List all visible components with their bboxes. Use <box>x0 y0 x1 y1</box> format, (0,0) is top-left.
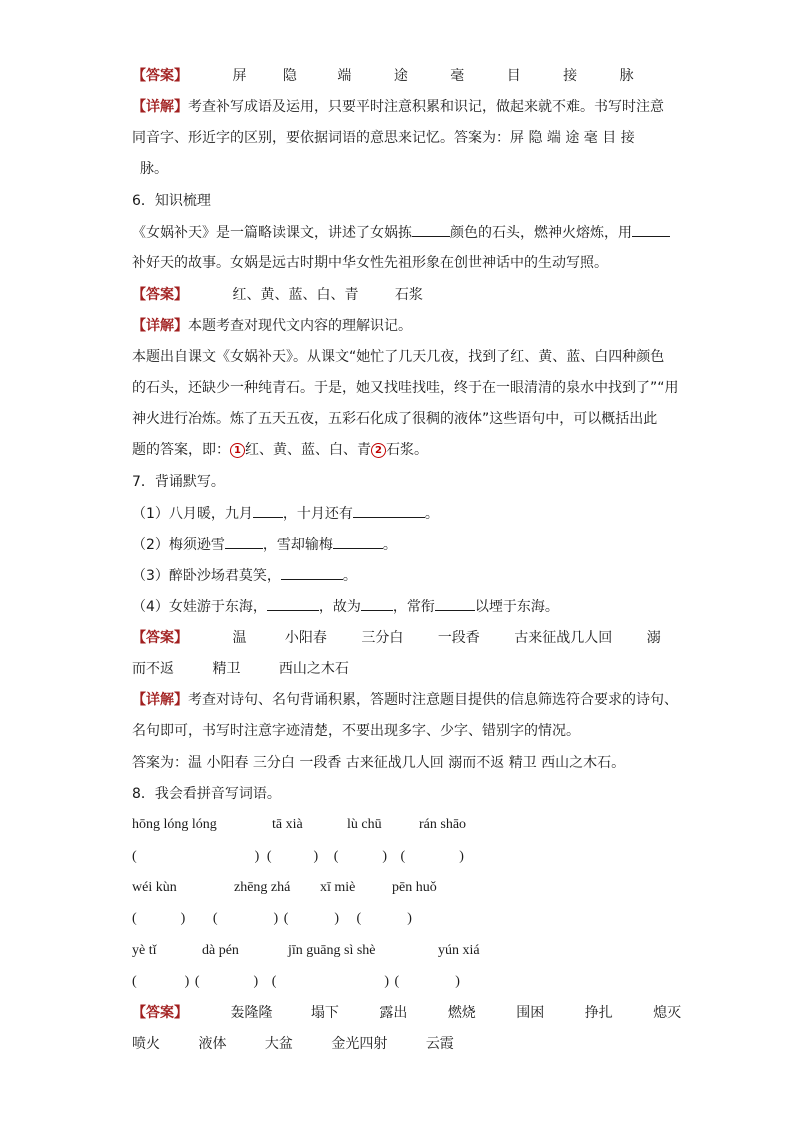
explain-text: 红、黄、蓝、白、青 <box>245 442 371 458</box>
pinyin: rán shāo <box>419 817 467 832</box>
fill-blank <box>333 534 383 549</box>
answer-item: 轰隆隆 <box>230 1005 273 1021</box>
answer-item: 隐 <box>282 68 297 84</box>
question-text: ，十月还有 <box>282 506 353 522</box>
explain-text: 石浆。 <box>386 442 428 458</box>
explain-6-1 <box>132 347 664 367</box>
detail-row-5b <box>132 128 635 148</box>
answer-item: 大盆 <box>264 1036 293 1052</box>
pinyin-row-1 <box>132 815 466 835</box>
detail-text: 考查对诗句、名句背诵积累，答题时注意题目提供的信息筛选符合要求的诗句、 <box>188 692 678 708</box>
question-text: 以堙于东海。 <box>474 599 559 615</box>
explain-text: 本题出自课文《女娲补天》。从课文“她忙了几天几夜，找到了红、黄、蓝、白四种颜色 <box>132 349 665 365</box>
answer-box: ( ) <box>333 849 388 864</box>
detail-tag: 【详解】 <box>132 99 188 115</box>
answer-item: 一段香 <box>437 630 480 646</box>
answer-row-8b <box>132 1034 454 1054</box>
fill-blank <box>353 503 425 518</box>
pinyin: dà pén <box>202 943 239 958</box>
question-title: 7．背诵默写。 <box>132 474 225 490</box>
question-7-s4 <box>132 596 559 617</box>
fill-blank <box>267 596 319 611</box>
answer-item: 屏 <box>232 68 247 84</box>
answer-box: ( ) <box>283 911 340 926</box>
question-text: （3）醉卧沙场君莫笑， <box>132 568 281 584</box>
answer-row-6 <box>132 285 423 305</box>
question-6-line1 <box>132 222 670 243</box>
answer-box: ( ) <box>132 849 260 864</box>
answer-box: ( ) <box>400 849 464 864</box>
pinyin: lù chū <box>347 817 382 832</box>
answer-item: 西山之木石 <box>278 661 349 677</box>
question-text: 补好天的故事。女娲是远古时期中华女性先祖形象在创世神话中的生动写照。 <box>132 255 608 271</box>
answer-item: 溺 <box>646 630 661 646</box>
paren-row-2 <box>132 909 412 929</box>
question-text: 。 <box>342 568 357 584</box>
detail-text: 答案为：温 小阳春 三分白 一段香 古来征战几人回 溺而不返 精卫 西山之木石。 <box>132 755 626 771</box>
question-7-s1 <box>132 503 439 524</box>
answer-item: 挣扎 <box>584 1005 613 1021</box>
question-7-s2 <box>132 534 397 555</box>
answer-box: ( ) <box>132 974 190 989</box>
detail-text: 本题考查对现代文内容的理解识记。 <box>188 318 412 334</box>
pinyin: hōng lóng lóng <box>132 817 217 832</box>
question-6-line2 <box>132 253 608 273</box>
circled-number-2: 2 <box>371 443 386 458</box>
paren-row-1 <box>132 847 464 867</box>
pinyin: zhēng zhá <box>234 880 291 895</box>
answer-item: 接 <box>563 68 578 84</box>
answer-item: 毫 <box>450 68 465 84</box>
answer-item: 喷火 <box>132 1036 160 1052</box>
detail-text: 考查补写成语及运用，只要平时注意积累和识记，做起来就不难。书写时注意 <box>188 99 664 115</box>
question-text: （4）女娃游于东海， <box>132 599 267 615</box>
explain-6-3 <box>132 409 657 429</box>
detail-row-7c <box>132 753 625 773</box>
pinyin: pēn huǒ <box>392 880 437 895</box>
answer-tag: 【答案】 <box>132 287 188 303</box>
fill-blank <box>361 596 393 611</box>
detail-text: 同音字、形近字的区别，要依据词语的意思来记忆。答案为：屏 隐 端 途 毫 目 接 <box>132 130 635 146</box>
pinyin-row-2 <box>132 878 437 898</box>
answer-tag: 【答案】 <box>132 1005 188 1021</box>
detail-tag: 【详解】 <box>132 318 188 334</box>
detail-row-6 <box>132 316 412 336</box>
question-text: （1）八月暖，九月 <box>132 506 253 522</box>
answer-item: 液体 <box>198 1036 227 1052</box>
answer-item: 金光四射 <box>331 1036 388 1052</box>
pinyin: tā xià <box>272 817 303 832</box>
pinyin: yè tǐ <box>132 943 157 958</box>
answer-item: 燃烧 <box>447 1005 476 1021</box>
fill-blank <box>435 596 475 611</box>
detail-text: 脉。 <box>140 161 168 177</box>
answer-item: 三分白 <box>361 630 404 646</box>
answer-box: ( ) <box>132 911 186 926</box>
question-text: ，故为 <box>318 599 361 615</box>
answer-item: 古来征战几人回 <box>514 630 613 646</box>
answer-box: ( ) <box>266 849 319 864</box>
fill-blank <box>632 222 670 237</box>
explain-6-4 <box>132 440 428 460</box>
explain-text: 神火进行冶炼。炼了五天五夜，五彩石化成了很稠的液体”这些语句中，可以概括出此 <box>132 411 658 427</box>
answer-item: 精卫 <box>212 661 241 677</box>
question-6-title <box>132 191 211 211</box>
answer-item: 石浆 <box>394 287 423 303</box>
question-title: 8．我会看拼音写词语。 <box>132 786 281 802</box>
answer-item: 端 <box>337 68 352 84</box>
answer-item: 云霞 <box>425 1036 454 1052</box>
pinyin-row-3 <box>132 941 480 961</box>
detail-row-5c <box>140 159 168 179</box>
detail-text: 名句即可，书写时注意字迹清楚，不要出现多字、少字、错别字的情况。 <box>132 723 580 739</box>
fill-blank <box>225 534 263 549</box>
detail-row-5 <box>132 97 664 117</box>
question-text: ，常衔 <box>392 599 435 615</box>
fill-blank <box>253 503 283 518</box>
question-text: （2）梅须逊雪 <box>132 537 225 553</box>
answer-tag: 【答案】 <box>132 630 188 646</box>
fill-blank <box>281 565 343 580</box>
paren-row-3 <box>132 972 460 992</box>
explain-text: 的石头，还缺少一种纯青石。于是，她又找哇找哇，终于在一眼清清的泉水中找到了”“用 <box>132 380 679 396</box>
question-title: 6．知识梳理 <box>132 193 211 209</box>
answer-box: ( ) <box>212 911 279 926</box>
answer-item: 红、黄、蓝、白、青 <box>232 287 359 303</box>
question-text: 。 <box>382 537 397 553</box>
explain-6-2 <box>132 378 679 398</box>
answer-row-7 <box>132 628 661 648</box>
answer-item: 围困 <box>516 1005 545 1021</box>
question-text: 。 <box>424 506 439 522</box>
answer-item: 温 <box>232 630 247 646</box>
detail-tag: 【详解】 <box>132 692 188 708</box>
answer-box: ( ) <box>356 911 412 926</box>
answer-item: 脉 <box>619 68 634 84</box>
question-text: 《女娲补天》是一篇略读课文，讲述了女娲拣 <box>132 225 412 241</box>
answer-box: ( ) <box>394 974 460 989</box>
answer-row-8 <box>132 1003 681 1023</box>
explain-text: 题的答案，即： <box>132 442 230 458</box>
question-text: 颜色的石头，燃神火熔炼，用 <box>450 225 632 241</box>
pinyin: xī miè <box>320 880 356 895</box>
detail-row-7b <box>132 721 580 741</box>
answer-box: ( ) <box>194 974 259 989</box>
answer-row-7b <box>132 659 349 679</box>
answer-tag: 【答案】 <box>132 68 188 84</box>
answer-item: 塌下 <box>310 1005 339 1021</box>
answer-box: ( ) <box>271 974 390 989</box>
circled-number-1: 1 <box>230 443 245 458</box>
detail-row-7 <box>132 690 678 710</box>
fill-blank <box>412 222 450 237</box>
answer-row-5 <box>132 66 634 86</box>
answer-item: 小阳春 <box>284 630 327 646</box>
question-7-title <box>132 472 225 492</box>
answer-item: 途 <box>393 68 408 84</box>
answer-item: 目 <box>506 68 521 84</box>
answer-item: 露出 <box>379 1005 408 1021</box>
pinyin: yún xiá <box>438 943 480 958</box>
answer-item: 而不返 <box>132 661 174 677</box>
question-8-title <box>132 784 281 804</box>
question-7-s3 <box>132 565 357 586</box>
answer-item: 熄灭 <box>653 1005 682 1021</box>
pinyin: wéi kùn <box>132 880 177 895</box>
pinyin: jīn guāng sì shè <box>288 943 376 958</box>
question-text: ，雪却输梅 <box>262 537 333 553</box>
